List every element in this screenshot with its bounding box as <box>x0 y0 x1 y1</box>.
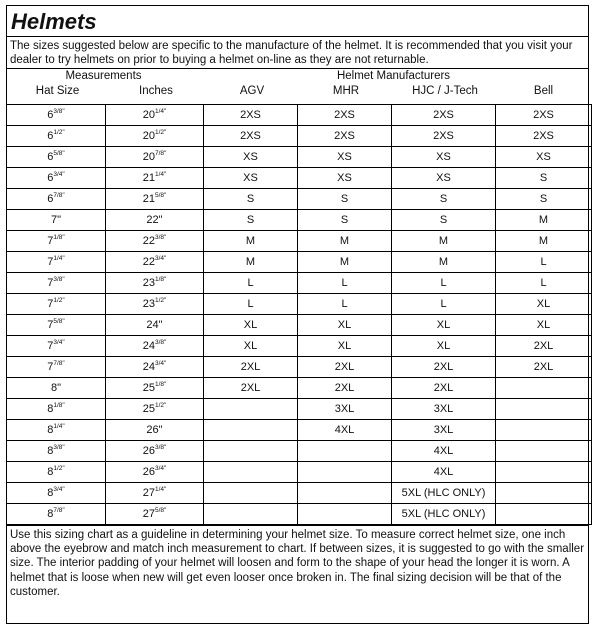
hat-size-cell-whole: 8 <box>47 487 54 499</box>
hjc-size-cell: XS <box>392 168 496 189</box>
inches-cell-fraction: 1/4" <box>154 171 167 178</box>
mhr-size-cell: XL <box>298 336 392 357</box>
agv-size-cell: M <box>204 252 298 273</box>
hat-size-cell-whole: 7 <box>47 235 54 247</box>
hjc-size-cell: L <box>392 294 496 315</box>
hat-size-cell <box>7 273 106 294</box>
table-row <box>7 420 592 441</box>
column-header-row <box>7 83 588 104</box>
inches-cell-fraction: 3/4" <box>154 465 167 472</box>
table-row <box>7 273 592 294</box>
bell-size-cell: XS <box>496 147 592 168</box>
table-row <box>7 441 592 462</box>
inches-cell-whole: 22" <box>146 214 163 226</box>
hjc-size-cell: 2XL <box>392 378 496 399</box>
inches-cell-whole: 26 <box>142 445 155 457</box>
column-header-hjc: HJC / J-Tech <box>412 85 478 97</box>
hjc-size-cell: S <box>392 210 496 231</box>
inches-cell-fraction: 7/8" <box>154 150 167 157</box>
page-title: Helmets <box>11 9 97 34</box>
hjc-size-cell: L <box>392 273 496 294</box>
table-row <box>7 504 592 525</box>
inches-cell <box>106 336 204 357</box>
inches-cell-whole: 21 <box>142 172 155 184</box>
mhr-size-cell <box>298 441 392 462</box>
hjc-size-cell: S <box>392 189 496 210</box>
bell-size-cell: M <box>496 210 592 231</box>
inches-cell-fraction: 1/2" <box>154 297 167 304</box>
mhr-size-cell: S <box>298 189 392 210</box>
inches-cell <box>106 210 204 231</box>
hjc-size-cell: XL <box>392 315 496 336</box>
inches-cell <box>106 105 204 126</box>
hat-size-cell-fraction: 3/4" <box>53 339 65 346</box>
hat-size-cell-fraction: 3/4" <box>53 171 65 178</box>
inches-cell-whole: 26" <box>146 424 163 436</box>
agv-size-cell: XL <box>204 336 298 357</box>
inches-cell <box>106 168 204 189</box>
table-row <box>7 378 592 399</box>
hat-size-cell <box>7 504 106 525</box>
bell-size-cell <box>496 399 592 420</box>
table-row <box>7 399 592 420</box>
inches-cell-whole: 25 <box>142 403 155 415</box>
hat-size-cell <box>7 462 106 483</box>
mhr-size-cell <box>298 462 392 483</box>
bell-size-cell: L <box>496 252 592 273</box>
inches-cell <box>106 420 204 441</box>
inches-cell <box>106 189 204 210</box>
hat-size-cell-whole: 7 <box>47 340 54 352</box>
inches-cell-fraction: 5/8" <box>154 192 167 199</box>
table-row <box>7 231 592 252</box>
hat-size-cell-whole: 7" <box>50 214 62 226</box>
size-table <box>6 104 592 525</box>
inches-cell <box>106 147 204 168</box>
group-header-measurements: Measurements <box>65 70 142 82</box>
table-row <box>7 336 592 357</box>
hat-size-cell-fraction: 3/8" <box>53 108 65 115</box>
hat-size-cell-whole: 8" <box>50 382 62 394</box>
hjc-size-cell: 4XL <box>392 441 496 462</box>
hat-size-cell-whole: 8 <box>47 424 54 436</box>
bell-size-cell <box>496 483 592 504</box>
hat-size-cell <box>7 378 106 399</box>
agv-size-cell <box>204 399 298 420</box>
hat-size-cell-fraction: 1/4" <box>53 255 65 262</box>
inches-cell-whole: 27 <box>142 508 155 520</box>
inches-cell-whole: 24 <box>142 361 155 373</box>
inches-cell-whole: 26 <box>142 466 155 478</box>
hat-size-cell-fraction: 1/2" <box>53 297 65 304</box>
hat-size-cell <box>7 336 106 357</box>
agv-size-cell <box>204 441 298 462</box>
hat-size-cell-fraction: 3/8" <box>53 276 65 283</box>
hat-size-cell-fraction: 1/8" <box>53 234 65 241</box>
hat-size-cell-whole: 8 <box>47 466 54 478</box>
table-row <box>7 357 592 378</box>
agv-size-cell: 2XS <box>204 105 298 126</box>
bell-size-cell: M <box>496 231 592 252</box>
agv-size-cell <box>204 504 298 525</box>
agv-size-cell: XS <box>204 147 298 168</box>
agv-size-cell <box>204 420 298 441</box>
bell-size-cell <box>496 462 592 483</box>
hat-size-cell-whole: 7 <box>47 256 54 268</box>
hat-size-cell <box>7 126 106 147</box>
inches-cell <box>106 504 204 525</box>
agv-size-cell: S <box>204 189 298 210</box>
hjc-size-cell: XL <box>392 336 496 357</box>
hat-size-cell-fraction: 1/2" <box>53 465 65 472</box>
hat-size-cell-whole: 6 <box>47 109 54 121</box>
inches-cell <box>106 483 204 504</box>
mhr-size-cell: 2XL <box>298 357 392 378</box>
hjc-size-cell: 5XL (HLC ONLY) <box>392 483 496 504</box>
agv-size-cell: 2XS <box>204 126 298 147</box>
inches-cell <box>106 315 204 336</box>
hat-size-cell <box>7 210 106 231</box>
hat-size-cell-fraction: 1/2" <box>53 129 65 136</box>
inches-cell-fraction: 1/8" <box>154 381 167 388</box>
hat-size-cell-whole: 7 <box>47 319 54 331</box>
group-header-manufacturers: Helmet Manufacturers <box>336 70 451 82</box>
hat-size-cell-fraction: 7/8" <box>53 192 65 199</box>
column-header-bell: Bell <box>533 85 554 97</box>
inches-cell-whole: 25 <box>142 382 155 394</box>
agv-size-cell: 2XL <box>204 378 298 399</box>
column-header-hat-size: Hat Size <box>35 85 80 97</box>
helmet-sizing-document <box>6 5 589 624</box>
hat-size-cell-fraction: 5/8" <box>53 150 65 157</box>
inches-cell-whole: 23 <box>142 298 155 310</box>
bell-size-cell: XL <box>496 315 592 336</box>
inches-cell-whole: 27 <box>142 487 155 499</box>
mhr-size-cell: XL <box>298 315 392 336</box>
mhr-size-cell: 3XL <box>298 399 392 420</box>
hat-size-cell-fraction: 1/4" <box>53 423 65 430</box>
bell-size-cell: 2XS <box>496 126 592 147</box>
hat-size-cell-fraction: 3/8" <box>53 444 65 451</box>
bell-size-cell: 2XS <box>496 105 592 126</box>
inches-cell-whole: 22 <box>142 235 155 247</box>
hjc-size-cell: 3XL <box>392 399 496 420</box>
inches-cell <box>106 231 204 252</box>
hat-size-cell <box>7 315 106 336</box>
inches-cell-fraction: 3/8" <box>154 234 167 241</box>
agv-size-cell: XS <box>204 168 298 189</box>
hjc-size-cell: 5XL (HLC ONLY) <box>392 504 496 525</box>
bell-size-cell <box>496 420 592 441</box>
table-row <box>7 483 592 504</box>
hat-size-cell-whole: 6 <box>47 151 54 163</box>
column-header-mhr: MHR <box>332 85 360 97</box>
hat-size-cell-whole: 8 <box>47 403 54 415</box>
hjc-size-cell: M <box>392 252 496 273</box>
hjc-size-cell: 3XL <box>392 420 496 441</box>
hjc-size-cell: M <box>392 231 496 252</box>
footer-note: Use this sizing chart as a guideline in determining your helmet size. To measure correct helmet size, one inch above the eyebrow and match inch measurement to chart. If between sizes, it is suggested to go with the smaller size. The interior padding of your helmet will loosen and form to the shape of your head the longer it is worn. A helmet that is loose when new will get even looser once broken in. The final sizing decision will be that of the customer. <box>10 529 585 598</box>
inches-cell <box>106 441 204 462</box>
table-row <box>7 315 592 336</box>
bell-size-cell: S <box>496 168 592 189</box>
inches-cell-fraction: 1/4" <box>154 108 167 115</box>
hat-size-cell-whole: 8 <box>47 445 54 457</box>
inches-cell-fraction: 1/8" <box>154 276 167 283</box>
inches-cell-fraction: 1/2" <box>154 402 167 409</box>
hjc-size-cell: 4XL <box>392 462 496 483</box>
table-row <box>7 105 592 126</box>
inches-cell-whole: 24" <box>146 319 163 331</box>
hat-size-cell <box>7 420 106 441</box>
bell-size-cell: 2XL <box>496 357 592 378</box>
column-header-inches: Inches <box>139 85 173 97</box>
mhr-size-cell <box>298 504 392 525</box>
bell-size-cell: S <box>496 189 592 210</box>
hat-size-cell <box>7 399 106 420</box>
group-header-row <box>7 69 588 83</box>
bell-size-cell: XL <box>496 294 592 315</box>
agv-size-cell: M <box>204 231 298 252</box>
hat-size-cell <box>7 147 106 168</box>
agv-size-cell: S <box>204 210 298 231</box>
mhr-size-cell: 2XS <box>298 126 392 147</box>
inches-cell-whole: 20 <box>142 109 155 121</box>
mhr-size-cell: 4XL <box>298 420 392 441</box>
inches-cell-fraction: 1/4" <box>154 486 167 493</box>
inches-cell-whole: 20 <box>142 130 155 142</box>
agv-size-cell <box>204 462 298 483</box>
inches-cell <box>106 294 204 315</box>
hat-size-cell <box>7 168 106 189</box>
inches-cell <box>106 357 204 378</box>
table-row <box>7 189 592 210</box>
bell-size-cell <box>496 504 592 525</box>
inches-cell-fraction: 3/4" <box>154 360 167 367</box>
table-row <box>7 210 592 231</box>
column-header-agv: AGV <box>239 85 265 97</box>
intro-paragraph: The sizes suggested below are specific to the manufacture of the helmet. It is recommended that you visit your dealer to try helmets on prior to buying a helmet on-line as they are not returnable. <box>10 40 573 66</box>
mhr-size-cell: XS <box>298 168 392 189</box>
table-row <box>7 168 592 189</box>
hjc-size-cell: 2XS <box>392 105 496 126</box>
bell-size-cell <box>496 441 592 462</box>
hat-size-cell-whole: 6 <box>47 193 54 205</box>
inches-cell <box>106 252 204 273</box>
hat-size-cell-fraction: 1/8" <box>53 402 65 409</box>
mhr-size-cell: S <box>298 210 392 231</box>
hat-size-cell <box>7 483 106 504</box>
inches-cell-whole: 23 <box>142 277 155 289</box>
mhr-size-cell: L <box>298 294 392 315</box>
hat-size-cell <box>7 105 106 126</box>
hat-size-cell-whole: 7 <box>47 298 54 310</box>
inches-cell <box>106 462 204 483</box>
mhr-size-cell: 2XS <box>298 105 392 126</box>
size-table-body <box>7 105 592 525</box>
inches-cell <box>106 273 204 294</box>
agv-size-cell <box>204 483 298 504</box>
agv-size-cell: 2XL <box>204 357 298 378</box>
hat-size-cell-fraction: 7/8" <box>53 507 65 514</box>
hat-size-cell-whole: 7 <box>47 361 54 373</box>
hat-size-cell-fraction: 3/4" <box>53 486 65 493</box>
hat-size-cell <box>7 252 106 273</box>
table-row <box>7 147 592 168</box>
hat-size-cell <box>7 189 106 210</box>
inches-cell-whole: 21 <box>142 193 155 205</box>
hat-size-cell-fraction: 5/8" <box>53 318 65 325</box>
bell-size-cell: 2XL <box>496 336 592 357</box>
table-row <box>7 252 592 273</box>
mhr-size-cell: XS <box>298 147 392 168</box>
inches-cell <box>106 399 204 420</box>
inches-cell <box>106 378 204 399</box>
inches-cell-fraction: 1/2" <box>154 129 167 136</box>
inches-cell-fraction: 5/8" <box>154 507 167 514</box>
table-row <box>7 126 592 147</box>
hat-size-cell-whole: 7 <box>47 277 54 289</box>
hat-size-cell-whole: 8 <box>47 508 54 520</box>
inches-cell-whole: 22 <box>142 256 155 268</box>
table-row <box>7 294 592 315</box>
hat-size-cell <box>7 294 106 315</box>
hjc-size-cell: XS <box>392 147 496 168</box>
hat-size-cell-whole: 6 <box>47 130 54 142</box>
agv-size-cell: L <box>204 273 298 294</box>
hat-size-cell <box>7 357 106 378</box>
inches-cell-fraction: 3/4" <box>154 255 167 262</box>
inches-cell-whole: 20 <box>142 151 155 163</box>
mhr-size-cell: M <box>298 252 392 273</box>
hat-size-cell-fraction: 7/8" <box>53 360 65 367</box>
agv-size-cell: L <box>204 294 298 315</box>
hat-size-cell <box>7 441 106 462</box>
hat-size-cell-whole: 6 <box>47 172 54 184</box>
table-row <box>7 462 592 483</box>
hjc-size-cell: 2XL <box>392 357 496 378</box>
mhr-size-cell: M <box>298 231 392 252</box>
mhr-size-cell: 2XL <box>298 378 392 399</box>
bell-size-cell <box>496 378 592 399</box>
inches-cell-fraction: 3/8" <box>154 339 167 346</box>
hat-size-cell <box>7 231 106 252</box>
inches-cell-fraction: 3/8" <box>154 444 167 451</box>
inches-cell-whole: 24 <box>142 340 155 352</box>
agv-size-cell: XL <box>204 315 298 336</box>
hjc-size-cell: 2XS <box>392 126 496 147</box>
inches-cell <box>106 126 204 147</box>
bell-size-cell: L <box>496 273 592 294</box>
mhr-size-cell <box>298 483 392 504</box>
mhr-size-cell: L <box>298 273 392 294</box>
